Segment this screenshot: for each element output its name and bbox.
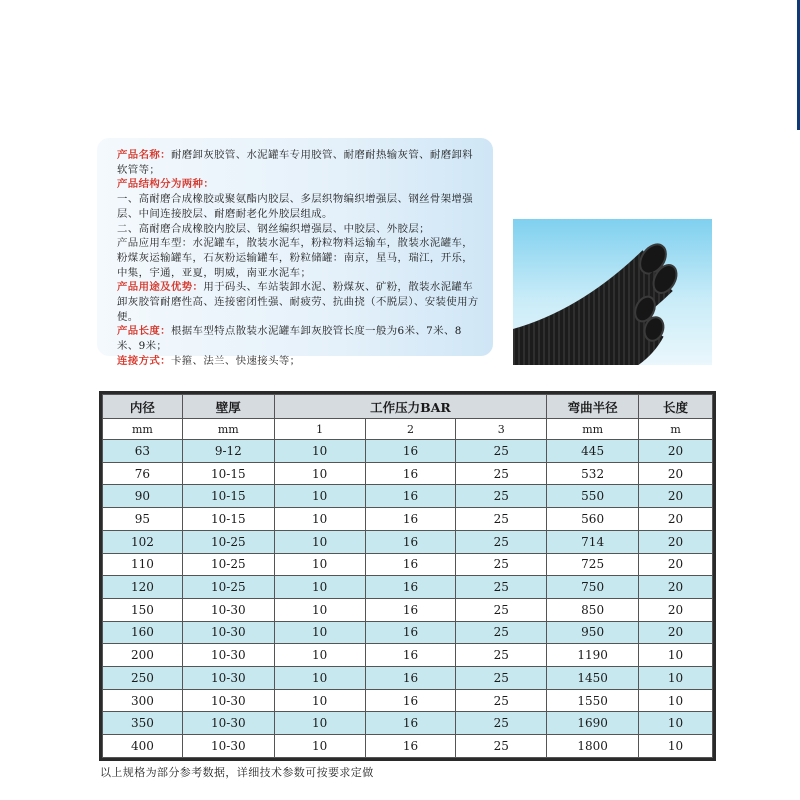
table-cell: 16 xyxy=(365,735,456,758)
table-cell: 714 xyxy=(547,530,639,553)
table-cell: 950 xyxy=(547,621,639,644)
connection-text: 卡箍、法兰、快速接头等； xyxy=(170,354,301,367)
table-cell: 25 xyxy=(456,689,547,712)
table-cell: 725 xyxy=(547,553,639,576)
hose-illustration xyxy=(513,219,712,365)
table-cell: 20 xyxy=(639,621,713,644)
table-cell: 10 xyxy=(274,553,365,576)
table-cell: 750 xyxy=(547,576,639,599)
table-row xyxy=(103,598,713,621)
header-length: 长度 xyxy=(639,395,713,419)
table-cell: 16 xyxy=(365,621,456,644)
table-cell: 16 xyxy=(365,485,456,508)
connection-label: 连接方式： xyxy=(117,354,171,367)
table-cell: 76 xyxy=(103,462,183,485)
table-cell: 10-25 xyxy=(182,553,274,576)
header-working-pressure: 工作压力BAR xyxy=(274,395,546,419)
table-cell: 102 xyxy=(103,530,183,553)
table-cell: 10 xyxy=(274,689,365,712)
usage-label: 产品用途及优势： xyxy=(117,281,204,294)
structure-type-two: 二、高耐磨合成橡胶内胶层、钢丝编织增强层、中胶层、外胶层； xyxy=(117,222,430,235)
table-cell: 10 xyxy=(274,598,365,621)
table-cell: 16 xyxy=(365,689,456,712)
table-cell: 20 xyxy=(639,530,713,553)
table-cell: 16 xyxy=(365,667,456,690)
table-cell: 16 xyxy=(365,598,456,621)
table-cell: 1190 xyxy=(547,644,639,667)
table-cell: 10 xyxy=(274,440,365,463)
table-cell: 10-30 xyxy=(182,644,274,667)
table-cell: 25 xyxy=(456,644,547,667)
table-cell: 90 xyxy=(103,485,183,508)
structure-heading xyxy=(117,177,481,192)
length-line xyxy=(117,324,481,353)
table-cell: 25 xyxy=(456,485,547,508)
table-cell: 10 xyxy=(639,667,713,690)
structure-label: 产品结构分为两种： xyxy=(117,178,215,191)
table-row xyxy=(103,667,713,690)
table-units-row xyxy=(103,419,713,440)
table-row xyxy=(103,689,713,712)
table-row xyxy=(103,735,713,758)
table-cell: 445 xyxy=(547,440,639,463)
table-cell: 10-30 xyxy=(182,712,274,735)
unit-cell: mm xyxy=(547,419,639,440)
table-cell: 160 xyxy=(103,621,183,644)
unit-cell: 1 xyxy=(274,419,365,440)
spec-table xyxy=(102,394,713,758)
table-cell: 16 xyxy=(365,440,456,463)
table-cell: 550 xyxy=(547,485,639,508)
table-cell: 25 xyxy=(456,576,547,599)
table-cell: 10 xyxy=(274,667,365,690)
table-cell: 1800 xyxy=(547,735,639,758)
table-cell: 16 xyxy=(365,462,456,485)
table-cell: 10-30 xyxy=(182,735,274,758)
table-cell: 16 xyxy=(365,530,456,553)
table-body xyxy=(103,440,713,758)
table-cell: 20 xyxy=(639,462,713,485)
table-cell: 16 xyxy=(365,712,456,735)
table-row xyxy=(103,712,713,735)
table-cell: 10-15 xyxy=(182,485,274,508)
table-cell: 10 xyxy=(274,508,365,531)
table-cell: 25 xyxy=(456,530,547,553)
table-cell: 25 xyxy=(456,621,547,644)
table-cell: 10 xyxy=(274,485,365,508)
table-row xyxy=(103,530,713,553)
table-cell: 20 xyxy=(639,508,713,531)
table-cell: 10-15 xyxy=(182,508,274,531)
table-cell: 10-15 xyxy=(182,462,274,485)
table-cell: 95 xyxy=(103,508,183,531)
table-cell: 1690 xyxy=(547,712,639,735)
product-name-line xyxy=(117,148,481,177)
table-row xyxy=(103,462,713,485)
table-cell: 10-30 xyxy=(182,667,274,690)
table-cell: 10-25 xyxy=(182,576,274,599)
table-cell: 25 xyxy=(456,508,547,531)
table-cell: 10 xyxy=(274,576,365,599)
table-cell: 10 xyxy=(274,735,365,758)
table-cell: 560 xyxy=(547,508,639,531)
table-row xyxy=(103,485,713,508)
table-cell: 25 xyxy=(456,667,547,690)
table-header-row xyxy=(103,395,713,419)
table-cell: 16 xyxy=(365,553,456,576)
table-cell: 25 xyxy=(456,440,547,463)
usage-text: 用于码头、车站装卸水泥、粉煤灰、矿粉，散装水泥罐车卸灰胶管耐磨性高、连接密闭性强、耐疲劳、抗曲挠（不脱层）、安装使用方便。 xyxy=(117,281,479,323)
hose-product-photo xyxy=(513,219,712,365)
unit-cell: 3 xyxy=(456,419,547,440)
table-row xyxy=(103,553,713,576)
table-cell: 16 xyxy=(365,644,456,667)
table-cell: 10 xyxy=(274,621,365,644)
table-cell: 10 xyxy=(274,712,365,735)
unit-cell: 2 xyxy=(365,419,456,440)
table-cell: 25 xyxy=(456,712,547,735)
length-text: 根据车型特点散装水泥罐车卸灰胶管长度一般为6米、7米、8米、9米； xyxy=(117,325,462,353)
table-cell: 120 xyxy=(103,576,183,599)
table-cell: 10 xyxy=(639,735,713,758)
usage-line xyxy=(117,280,481,324)
table-cell: 63 xyxy=(103,440,183,463)
product-info-box xyxy=(97,138,493,367)
table-cell: 9-12 xyxy=(182,440,274,463)
table-cell: 850 xyxy=(547,598,639,621)
header-wall-thickness: 壁厚 xyxy=(182,395,274,419)
table-cell: 16 xyxy=(365,508,456,531)
table-cell: 110 xyxy=(103,553,183,576)
table-row xyxy=(103,508,713,531)
table-cell: 250 xyxy=(103,667,183,690)
table-cell: 200 xyxy=(103,644,183,667)
table-cell: 10 xyxy=(639,712,713,735)
table-cell: 10 xyxy=(274,644,365,667)
table-cell: 1550 xyxy=(547,689,639,712)
table-cell: 10-30 xyxy=(182,598,274,621)
table-cell: 10-25 xyxy=(182,530,274,553)
table-row xyxy=(103,644,713,667)
product-name-label: 产品名称： xyxy=(117,149,171,161)
connection-line xyxy=(117,354,481,369)
table-cell: 25 xyxy=(456,598,547,621)
unit-cell: mm xyxy=(103,419,183,440)
unit-cell: m xyxy=(639,419,713,440)
header-inner-diameter: 内径 xyxy=(103,395,183,419)
table-row xyxy=(103,440,713,463)
footnote: 以上规格为部分参考数据，详细技术参数可按要求定做 xyxy=(100,766,374,779)
table-cell: 20 xyxy=(639,553,713,576)
table-row xyxy=(103,576,713,599)
table-cell: 10-30 xyxy=(182,689,274,712)
table-cell: 20 xyxy=(639,598,713,621)
table-cell: 150 xyxy=(103,598,183,621)
table-cell: 25 xyxy=(456,735,547,758)
table-cell: 532 xyxy=(547,462,639,485)
table-cell: 16 xyxy=(365,576,456,599)
table-cell: 10 xyxy=(274,462,365,485)
spec-table-frame xyxy=(99,391,716,761)
table-cell: 1450 xyxy=(547,667,639,690)
header-bend-radius: 弯曲半径 xyxy=(547,395,639,419)
table-cell: 20 xyxy=(639,485,713,508)
unit-cell: mm xyxy=(182,419,274,440)
table-cell: 20 xyxy=(639,440,713,463)
table-cell: 400 xyxy=(103,735,183,758)
table-cell: 20 xyxy=(639,576,713,599)
product-name-text: 耐磨卸灰胶管、水泥罐车专用胶管、耐磨耐热输灰管、耐磨卸料软管等； xyxy=(117,149,474,176)
table-cell: 350 xyxy=(103,712,183,735)
table-row xyxy=(103,621,713,644)
table-cell: 25 xyxy=(456,553,547,576)
table-cell: 25 xyxy=(456,462,547,485)
table-cell: 10 xyxy=(639,644,713,667)
table-cell: 10-30 xyxy=(182,621,274,644)
table-cell: 10 xyxy=(274,530,365,553)
applicable-vehicles: 产品应用车型：水泥罐车，散装水泥车，粉粒物料运输车，散装水泥罐车，粉煤灰运输罐车，石灰粉运输罐车，粉粒储罐：南京，星马，瑞江，开乐，中集，宇通，亚夏，明威，南亚水泥车； xyxy=(117,237,474,279)
length-label: 产品长度： xyxy=(117,325,171,338)
table-cell: 300 xyxy=(103,689,183,712)
table-cell: 10 xyxy=(639,689,713,712)
structure-type-one: 一、高耐磨合成橡胶或聚氨酯内胶层、多层织物编织增强层、钢丝骨架增强层、中间连接胶层、耐磨耐老化外胶层组成。 xyxy=(117,193,474,220)
